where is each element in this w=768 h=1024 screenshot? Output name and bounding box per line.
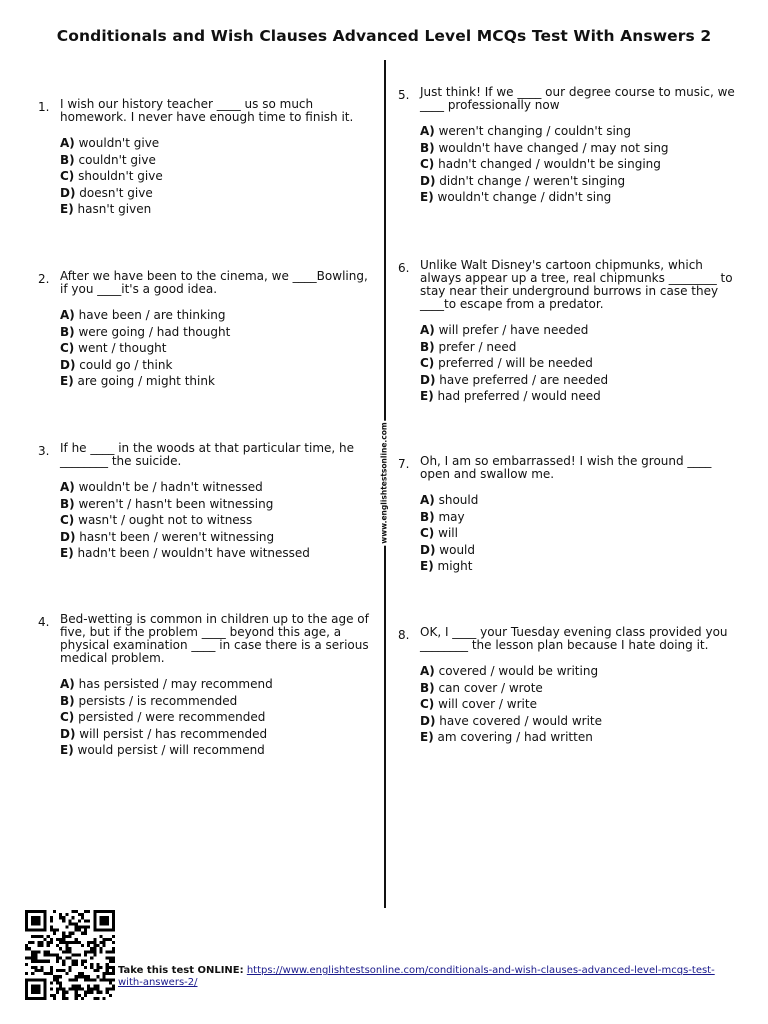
option-text: have preferred / are needed xyxy=(439,372,609,387)
answer-option[interactable] xyxy=(420,191,738,208)
qr-code-icon[interactable] xyxy=(25,910,115,1000)
option-letter: C) xyxy=(420,157,435,171)
answer-option[interactable] xyxy=(60,326,378,343)
answer-option[interactable] xyxy=(420,175,738,192)
option-text: will cover / write xyxy=(438,697,537,711)
option-letter: A) xyxy=(60,480,75,494)
answer-option[interactable] xyxy=(420,390,738,407)
option-letter: B) xyxy=(60,324,75,339)
option-text: shouldn't give xyxy=(78,169,163,183)
option-text: doesn't give xyxy=(79,185,153,200)
option-letter: B) xyxy=(420,509,435,524)
answer-option[interactable] xyxy=(420,715,738,732)
answer-option[interactable] xyxy=(420,665,738,682)
option-text: can cover / wrote xyxy=(438,680,543,695)
option-text: would persist / will recommend xyxy=(77,743,265,757)
option-letter: C) xyxy=(420,356,435,370)
option-letter: B) xyxy=(420,680,435,695)
answer-option[interactable] xyxy=(420,324,738,341)
answer-option[interactable] xyxy=(420,560,738,577)
option-letter: C) xyxy=(60,513,75,527)
question-number: 4. xyxy=(38,615,50,629)
answer-option[interactable] xyxy=(60,531,378,548)
option-text: were going / had thought xyxy=(78,324,231,339)
option-letter: A) xyxy=(420,664,435,678)
option-letter: D) xyxy=(60,726,76,741)
option-letter: A) xyxy=(60,677,75,691)
answer-option[interactable] xyxy=(60,547,378,564)
answer-option[interactable] xyxy=(420,374,738,391)
option-text: weren't / hasn't been witnessing xyxy=(78,496,274,511)
option-text: should xyxy=(438,493,479,507)
answer-option[interactable] xyxy=(420,125,738,142)
option-letter: D) xyxy=(420,173,436,188)
option-text: wouldn't change / didn't sing xyxy=(437,190,612,204)
option-text: went / thought xyxy=(78,341,167,355)
option-letter: D) xyxy=(60,529,76,544)
answer-option[interactable] xyxy=(60,359,378,376)
option-letter: D) xyxy=(60,185,76,200)
option-letter: C) xyxy=(60,710,75,724)
question-text: Oh, I am so embarrassed! I wish the ground ____ open and swallow me. xyxy=(420,454,712,481)
option-text: may xyxy=(438,509,465,524)
question-number: 5. xyxy=(398,88,410,102)
answer-option[interactable] xyxy=(420,731,738,748)
option-letter: A) xyxy=(60,136,75,150)
site-watermark: www.englishtestsonline.com xyxy=(379,422,389,544)
question-number: 1. xyxy=(38,100,50,114)
answer-option[interactable] xyxy=(60,342,378,359)
answer-option[interactable] xyxy=(60,695,378,712)
answer-option[interactable] xyxy=(420,494,738,511)
option-letter: E) xyxy=(60,374,74,388)
answer-option[interactable] xyxy=(420,142,738,159)
option-letter: A) xyxy=(420,124,435,138)
question-text: If he ____ in the woods at that particular time, he ________ the suicide. xyxy=(60,441,355,468)
answer-option[interactable] xyxy=(420,698,738,715)
answer-option[interactable] xyxy=(420,544,738,561)
option-text: couldn't give xyxy=(78,152,156,167)
option-text: persists / is recommended xyxy=(78,693,238,708)
option-text: have covered / would write xyxy=(439,713,603,728)
answer-option[interactable] xyxy=(420,158,738,175)
answer-option[interactable] xyxy=(60,744,378,761)
question-text: OK, I ____ your Tuesday evening class provided you ________ the lesson plan because I hate doing it. xyxy=(420,625,728,652)
option-letter: C) xyxy=(60,341,75,355)
option-text: covered / would be writing xyxy=(438,664,599,678)
question-number: 7. xyxy=(398,457,410,471)
answer-option[interactable] xyxy=(60,154,378,171)
question-text: After we have been to the cinema, we ____Bowling, if you ____it's a good idea. xyxy=(60,269,368,296)
option-text: might xyxy=(437,559,473,573)
question-number: 8. xyxy=(398,628,410,642)
answer-option[interactable] xyxy=(60,375,378,392)
option-text: prefer / need xyxy=(438,339,517,354)
option-letter: B) xyxy=(60,693,75,708)
option-letter: A) xyxy=(60,308,75,322)
answer-option[interactable] xyxy=(420,341,738,358)
answer-option[interactable] xyxy=(60,187,378,204)
option-text: wouldn't be / hadn't witnessed xyxy=(78,480,263,494)
option-text: could go / think xyxy=(79,357,173,372)
answer-option[interactable] xyxy=(60,728,378,745)
option-text: weren't changing / couldn't sing xyxy=(438,124,632,138)
option-text: preferred / will be needed xyxy=(438,356,593,370)
option-letter: B) xyxy=(60,152,75,167)
page-title: Conditionals and Wish Clauses Advanced Level MCQs Test With Answers 2 xyxy=(56,27,712,45)
answer-option[interactable] xyxy=(60,203,378,220)
option-letter: E) xyxy=(420,190,434,204)
option-letter: A) xyxy=(420,323,435,337)
option-text: wasn't / ought not to witness xyxy=(78,513,253,527)
option-letter: C) xyxy=(420,697,435,711)
option-letter: B) xyxy=(60,496,75,511)
option-letter: D) xyxy=(60,357,76,372)
footer-label: Take this test ONLINE: xyxy=(118,965,244,976)
answer-option[interactable] xyxy=(60,170,378,187)
option-letter: E) xyxy=(420,389,434,403)
option-letter: E) xyxy=(420,559,434,573)
question-text: Just think! If we ____ our degree course to music, we ____ professionally now xyxy=(420,85,735,112)
option-text: wouldn't give xyxy=(78,136,160,150)
option-text: hadn't been / wouldn't have witnessed xyxy=(77,546,310,560)
option-text: wouldn't have changed / may not sing xyxy=(438,140,669,155)
answer-option[interactable] xyxy=(60,514,378,531)
answer-option[interactable] xyxy=(60,137,378,154)
answer-option[interactable] xyxy=(60,481,378,498)
answer-option[interactable] xyxy=(60,309,378,326)
option-text: hadn't changed / wouldn't be singing xyxy=(438,157,661,171)
footer-link[interactable]: https://www.englishtestsonline.com/conditionals-and-wish-clauses-advanced-level-mcqs-test-with-answers-2/ xyxy=(118,965,715,988)
option-text: will persist / has recommended xyxy=(79,726,268,741)
option-text: will prefer / have needed xyxy=(438,323,589,337)
question-number: 2. xyxy=(38,272,50,286)
answer-option[interactable] xyxy=(420,527,738,544)
answer-option[interactable] xyxy=(60,678,378,695)
option-letter: D) xyxy=(420,542,436,557)
option-text: persisted / were recommended xyxy=(78,710,266,724)
option-text: had preferred / would need xyxy=(437,389,601,403)
option-text: will xyxy=(438,526,458,540)
option-letter: D) xyxy=(420,713,436,728)
option-text: hasn't given xyxy=(77,202,152,216)
option-text: would xyxy=(439,542,475,557)
option-text: are going / might think xyxy=(77,374,215,388)
question-text: Unlike Walt Disney's cartoon chipmunks, which always appear up a tree, real chipmunks ________ to stay near their underground burrows in case they ____to escape from a predator. xyxy=(420,258,733,311)
option-letter: E) xyxy=(60,743,74,757)
option-letter: C) xyxy=(60,169,75,183)
option-letter: B) xyxy=(420,140,435,155)
question-number: 6. xyxy=(398,261,410,275)
answer-option[interactable] xyxy=(420,511,738,528)
answer-option[interactable] xyxy=(420,357,738,374)
option-letter: E) xyxy=(60,202,74,216)
answer-option[interactable] xyxy=(60,498,378,515)
option-text: am covering / had written xyxy=(437,730,593,744)
option-text: hasn't been / weren't witnessing xyxy=(79,529,275,544)
option-letter: D) xyxy=(420,372,436,387)
option-text: has persisted / may recommend xyxy=(78,677,273,691)
answer-option[interactable] xyxy=(60,711,378,728)
question-text: Bed-wetting is common in children up to the age of five, but if the problem ____ beyond this age, a physical examination ____ in case there is a serious medical problem. xyxy=(60,612,369,665)
footer xyxy=(118,965,738,989)
question-text: I wish our history teacher ____ us so much homework. I never have enough time to finish it. xyxy=(60,97,354,124)
option-letter: B) xyxy=(420,339,435,354)
question-number: 3. xyxy=(38,444,50,458)
option-letter: E) xyxy=(420,730,434,744)
option-letter: E) xyxy=(60,546,74,560)
option-letter: C) xyxy=(420,526,435,540)
option-letter: A) xyxy=(420,493,435,507)
option-text: have been / are thinking xyxy=(78,308,226,322)
option-text: didn't change / weren't singing xyxy=(439,173,626,188)
answer-option[interactable] xyxy=(420,682,738,699)
